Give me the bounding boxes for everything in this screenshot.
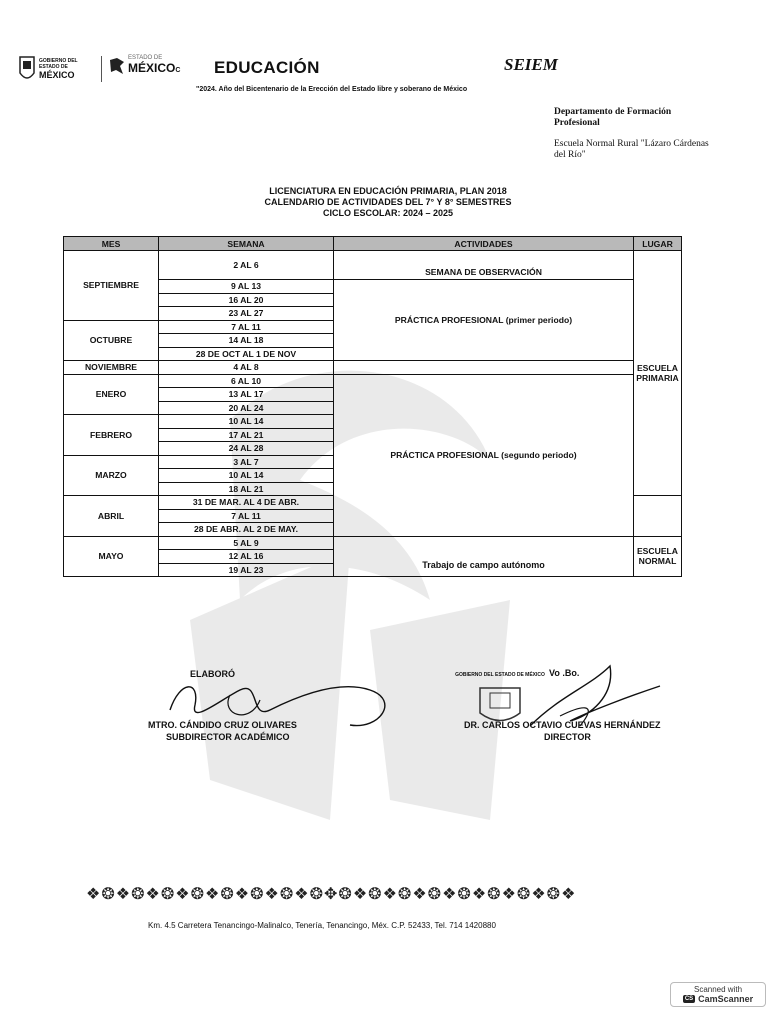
place-primaria (634, 251, 682, 496)
place-normal-line1: ESCUELA (636, 546, 679, 557)
logo1-line3: MÉXICO (39, 70, 75, 80)
header-semana: SEMANA (159, 237, 334, 251)
header-title: EDUCACIÓN (214, 58, 320, 77)
camscanner-line2: CamScanner (698, 994, 754, 1004)
coat-of-arms-icon (18, 55, 36, 83)
week-cell: 6 AL 10 (159, 374, 334, 388)
place-primaria-line2: PRIMARIA (636, 373, 679, 383)
week-cell: 3 AL 7 (159, 455, 334, 469)
activity-practica-1: PRÁCTICA PROFESIONAL (primer periodo) (334, 280, 634, 361)
activity-practica-2: PRÁCTICA PROFESIONAL (segundo periodo) (334, 374, 634, 536)
month-noviembre: NOVIEMBRE (64, 361, 159, 375)
title-line3: CICLO ESCOLAR: 2024 – 2025 (322, 208, 454, 218)
right-sign-role: DIRECTOR (544, 732, 591, 742)
left-sign-label: ELABORÓ (190, 669, 235, 679)
week-cell: 24 AL 28 (159, 442, 334, 456)
week-cell: 17 AL 21 (159, 428, 334, 442)
camscanner-line1: Scanned with (693, 985, 743, 994)
left-sign-name: MTRO. CÁNDIDO CRUZ OLIVARES (148, 720, 297, 730)
dept-line1: Departamento de Formación (554, 107, 672, 117)
gobierno-logo (18, 55, 78, 83)
month-marzo: MARZO (64, 455, 159, 496)
place-primaria-line1: ESCUELA (636, 363, 679, 373)
week-cell: 2 AL 6 (159, 251, 334, 280)
right-signature-icon (520, 656, 670, 746)
month-abril: ABRIL (64, 496, 159, 537)
activity-campo: Trabajo de campo autónomo (334, 536, 634, 577)
title-line2: CALENDARIO DE ACTIVIDADES DEL 7° Y 8° SEMESTRES (264, 197, 512, 207)
week-cell: 16 AL 20 (159, 293, 334, 307)
week-cell: 10 AL 14 (159, 469, 334, 483)
week-cell: 19 AL 23 (159, 563, 334, 577)
month-enero: ENERO (64, 374, 159, 415)
week-cell: 9 AL 13 (159, 280, 334, 294)
table-row (64, 536, 682, 550)
week-cell: 7 AL 11 (159, 320, 334, 334)
school-line1: Escuela Normal Rural "Lázaro Cárdenas (554, 139, 709, 149)
document-title (200, 186, 576, 219)
dept-line2: Profesional (554, 118, 600, 128)
estado-logo (108, 55, 180, 77)
week-cell: 23 AL 27 (159, 307, 334, 321)
header-actividades: ACTIVIDADES (334, 237, 634, 251)
table-header-row (64, 237, 682, 251)
logo2-suffix: C (175, 67, 181, 74)
logo-divider (101, 56, 102, 82)
week-cell: 14 AL 18 (159, 334, 334, 348)
activities-table (63, 236, 682, 577)
week-cell: 12 AL 16 (159, 550, 334, 564)
camscanner-logo-icon: CS (684, 996, 694, 1002)
week-cell: 18 AL 21 (159, 482, 334, 496)
activity-blank (334, 361, 634, 375)
school-line2: del Río" (554, 150, 586, 160)
week-cell: 4 AL 8 (159, 361, 334, 375)
place-normal (634, 536, 682, 577)
activity-observacion: SEMANA DE OBSERVACIÓN (334, 251, 634, 280)
month-octubre: OCTUBRE (64, 320, 159, 361)
seal-top-text: GOBIERNO DEL ESTADO DE MÉXICO (455, 672, 545, 678)
header-mes: MES (64, 237, 159, 251)
table-row (64, 361, 682, 375)
seiem-title: SEIEM (504, 55, 558, 74)
place-blank (634, 496, 682, 537)
title-line1: LICENCIATURA EN EDUCACIÓN PRIMARIA, PLAN 2018 (269, 186, 507, 196)
week-cell: 7 AL 11 (159, 509, 334, 523)
left-sign-role: SUBDIRECTOR ACADÉMICO (166, 732, 290, 742)
week-cell: 13 AL 17 (159, 388, 334, 402)
motto-text: "2024. Año del Bicentenario de la Erección del Estado libre y soberano de México (196, 86, 468, 93)
footer-address: Km. 4.5 Carretera Tenancingo-Malinalco, Tenería, Tenancingo, Méx. C.P. 52433, Tel. 714 1420880 (148, 921, 496, 930)
week-cell: 10 AL 14 (159, 415, 334, 429)
week-cell: 28 DE OCT AL 1 DE NOV (159, 347, 334, 361)
month-mayo: MAYO (64, 536, 159, 577)
table-row (64, 374, 682, 388)
table-row (64, 251, 682, 280)
logo1-line1: GOBIERNO DEL (39, 58, 78, 64)
header-lugar: LUGAR (634, 237, 682, 251)
logo1-line2: ESTADO DE (39, 64, 68, 70)
right-sign-label: Vo .Bo. (549, 668, 580, 678)
month-septiembre: SEPTIEMBRE (64, 251, 159, 321)
footer-ornament: ❖❂❖❂❖❂❖❂❖❂❖❂❖❂❖❂✥❂❖❂❖❂❖❂❖❂❖❂❖❂❖❂❖ (86, 886, 577, 903)
logo2-small: ESTADO DE (128, 55, 163, 61)
month-febrero: FEBRERO (64, 415, 159, 456)
week-cell: 20 AL 24 (159, 401, 334, 415)
week-cell: 5 AL 9 (159, 536, 334, 550)
camscanner-badge (670, 982, 766, 1007)
week-cell: 28 DE ABR. AL 2 DE MAY. (159, 523, 334, 537)
week-cell: 31 DE MAR. AL 4 DE ABR. (159, 496, 334, 510)
right-sign-name: DR. CARLOS OCTAVIO CUEVAS HERNÁNDEZ (464, 720, 661, 730)
estado-mark-icon (108, 56, 126, 76)
logo2-main: MÉXICO (128, 61, 176, 75)
place-normal-line2: NORMAL (638, 556, 677, 567)
